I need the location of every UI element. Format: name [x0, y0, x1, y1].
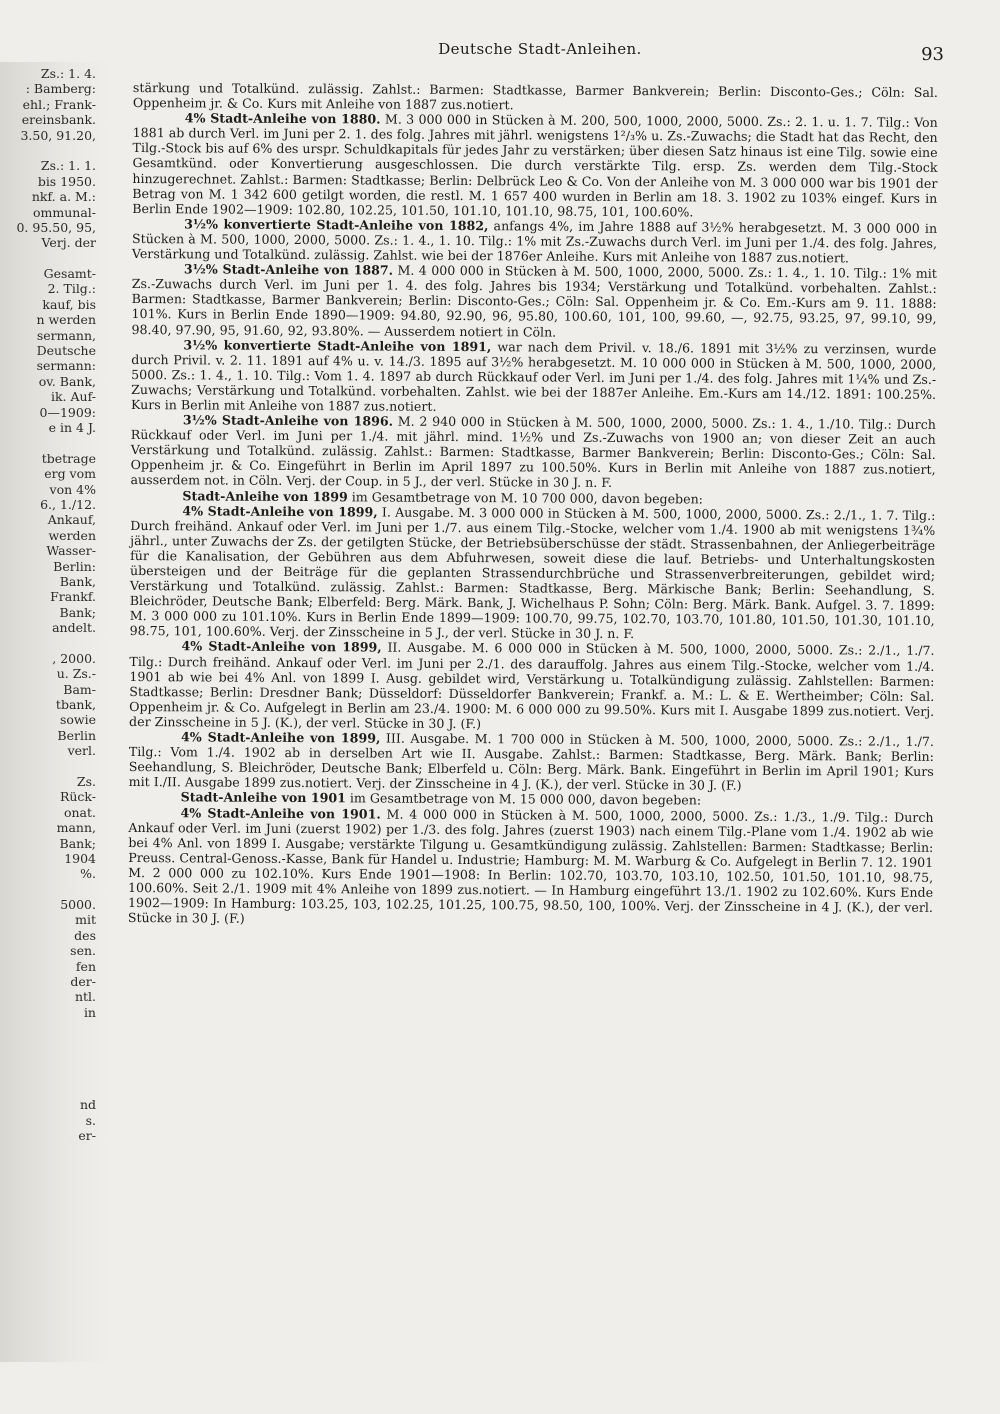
bond-entry [131, 261, 936, 341]
margin-fragment: andelt. [52, 620, 96, 636]
entry-title: 3½% konvertierte Stadt-Anleihe von 1882, [184, 216, 489, 234]
entry-title: 4% Stadt-Anleihe von 1899, [180, 729, 381, 746]
margin-fragment: onat. [63, 804, 96, 820]
margin-fragment: erg vom [44, 466, 96, 482]
margin-fragment [0, 759, 96, 774]
margin-fragment [0, 1051, 96, 1066]
margin-fragment: bis 1950. [37, 173, 96, 189]
margin-fragment: von 4% [49, 481, 96, 497]
bond-entry [128, 804, 934, 930]
margin-fragment: in [83, 1004, 96, 1020]
margin-fragment: Gesamt- [43, 266, 96, 282]
margin-fragment: 2. Tilg.: [47, 281, 96, 297]
main-text-column [128, 80, 938, 930]
entry-text: M. 4 000 000 in Stücken à M. 500, 1000, 2000, 5000. Zs.: 1. 4., 1. 10. Tilg.: 1% mit Zs.-Zuwachs durch Verl. im Juni per 1. 4. des folg. Jahres bis 1934; Verstärkung und Totalkünd. vorbehalten. Zahlst.: Barmen: Stadtkasse, Barmer Bankverein; Berlin: Disconto-Ges.; Cöln: Sal. Oppenheim jr. & Co. Em.-Kurs am 9. 11. 1888: 101%. Kurs in Berlin Ende 1890—1909: 94.80, 92.90, 96, 95.80, 100.60, 101, 100, 99.60, —, 92.75, 93.25, 97, 99.10, 99, 98.40, 97.90, 95, 91.60, 92, 93.80%. — Ausserdem notiert in Cöln. [131, 262, 937, 340]
margin-fragment: Frankf. [50, 589, 96, 605]
margin-fragment: 5000. [60, 897, 96, 913]
margin-fragment: : Bamberg: [25, 81, 96, 97]
margin-fragment: ntl. [74, 989, 96, 1005]
margin-fragment: tbetrage [41, 450, 96, 466]
entry-title: 4% Stadt-Anleihe von 1899, [181, 638, 382, 655]
margin-fragment: 3.50, 91.20, [20, 127, 96, 143]
margin-fragment: , 2000. [52, 650, 96, 666]
margin-fragment: %. [80, 866, 96, 882]
margin-fragment: n werden [36, 312, 96, 328]
margin-fragment: Bank, [59, 573, 96, 589]
margin-fragment: nd [79, 1097, 96, 1113]
bond-entry [129, 638, 935, 733]
margin-fragment: 0. 95.50, 95, [16, 219, 96, 235]
margin-fragment: 6., 1./12. [40, 496, 96, 512]
page-number: 93 [921, 44, 944, 65]
margin-fragment: Bam- [63, 681, 96, 697]
margin-fragment: Zs.: 1. 4. [40, 66, 96, 81]
entry-title: 4% Stadt-Anleihe von 1899, [182, 502, 378, 520]
margin-fragment: mann, [56, 820, 96, 836]
entry-title: Stadt-Anleihe von 1899 [182, 487, 348, 504]
margin-fragment [0, 1020, 96, 1035]
page-header [140, 38, 944, 65]
margin-fragment: kauf, bis [42, 296, 96, 312]
margin-fragment: ereinsbank. [21, 112, 96, 128]
margin-fragment: Zs.: 1. 1. [40, 158, 96, 174]
margin-fragment: Zs. [76, 773, 96, 789]
entry-text: M. 3 000 000 in Stücken à M. 200, 500, 1000, 2000, 5000. Zs.: 2. 1. u. 1. 7. Tilg.: Von 1881 ab durch Verl. im Juni per 2. 1. des folg. Jahres mit jährl. wenigstens 1²/₃% u. Zs.-Zuwachs; die Stadt hat das Recht, den Tilg.-Stock bis auf 6% des urspr. Schuldkapitals für jedes Jahr zu verstärken; über diesen Satz hinaus ist eine Tilg. sowie eine Gesamtkünd. oder Konvertierung ausgeschlossen. Die durch verstärkte Tilg. ersp. Zs. werden dem Tilg.-Stock hinzugerechnet. Zahlst.: Barmen: Stadtkasse; Berlin: Delbrück Leo & Co. Von der Anleihe von M. 3 000 000 war bis 1901 der Betrag von M. 1 342 600 getilgt worden, die restl. M. 1 657 400 wurden in Berlin am 18. 3. 1902 zu 103% eingef. Kurs in Berlin Ende 1902—1909: 102.80, 102.25, 101.50, 101.10, 101.10, 98.75, 101, 100.60%. [132, 111, 938, 220]
margin-fragment: u. Zs.- [56, 666, 96, 682]
margin-fragment [0, 1066, 96, 1081]
bond-entry [130, 503, 936, 644]
bond-entry [132, 110, 938, 221]
margin-fragment: Ankauf, [47, 512, 96, 528]
margin-fragment [0, 635, 96, 650]
margin-fragment: Deutsche [36, 343, 96, 359]
margin-fragment [0, 251, 96, 266]
entry-title: 3½% Stadt-Anleihe von 1887. [183, 261, 394, 278]
margin-fragment [0, 882, 96, 897]
margin-fragment: nkf. a. M.: [31, 189, 96, 205]
margin-fragment: Bank; [59, 604, 96, 620]
margin-fragment: Berlin: [53, 558, 96, 574]
margin-fragment: ehl.; Frank- [22, 96, 96, 112]
margin-fragment [0, 1036, 96, 1051]
margin-fragment: e in 4 J. [48, 419, 96, 435]
entry-title: 4% Stadt-Anleihe von 1901. [180, 804, 381, 822]
entry-text: war nach dem Privil. v. 18./6. 1891 mit 3½% zu verzinsen, wurde durch Privil. v. 2. 11. 1891 auf 4% u. v. 14./3. 1895 auf 3½% herabgesetzt. M. 10 000 000 in Stücken à M. 500, 1000, 2000, 5000. Zs.: 1. 4., 1. 10. Tilg.: Vom 1. 4. 1897 ab durch Rückkauf oder Verl. im Juni per 1./4. des folg. Jahres mit 1¼% und Zs.-Zuwachs; Verstärkung und Totalkünd. vorbehalten. Zahlst. wie bei der 1887er Anleihe. Em.-Kurs am 14./12. 1891: 100.25%. Kurs in Berlin mit Anleihe von 1887 zus.notiert. [130, 338, 937, 414]
entry-text: III. Ausgabe. M. 1 700 000 in Stücken à M. 500, 1000, 2000, 5000. Zs.: 2./1., 1./7. Tilg.: Vom 1./4. 1902 ab in derselben Art wie II. Ausgabe. Zahlst.: Barmen: Stadtkasse, Berg. Märk. Bank; Berlin: Seehandlung, S. Bleichröder, Deutsche Bank; Elberfeld u. Cöln: Berg. Märk. Bank. Eingeführt in Berlin im April 1901; Kurs mit I./II. Ausgabe 1899 zus.notiert. Verj. der Zinsscheine in 4 J. (K.), der verl. Stücke in 30 J. (F.) [128, 730, 935, 794]
margin-fragment: Rück- [59, 789, 96, 805]
entry-title: 4% Stadt-Anleihe von 1880. [184, 110, 381, 127]
margin-fragment [0, 143, 96, 158]
bond-entry [132, 216, 937, 266]
margin-fragment: Wasser- [46, 543, 96, 559]
margin-fragment: ov. Bank, [38, 373, 96, 389]
margin-fragment: s. [85, 1112, 96, 1128]
bond-entry [133, 80, 938, 115]
entry-text: II. Ausgabe. M. 6 000 000 in Stücken à M. 500, 1000, 2000, 5000. Zs.: 2./1., 1./7. Tilg.: Durch freihänd. Ankauf oder Verl. im Juni per 2./1. des darauffolg. Jahres aus einem Tilg.-Stocke, welcher vom 1./4. 1901 ab wie bei 4% Anl. von 1899 I. Ausg. gebildet wird, Verstärkung u. Totalkündigung zulässig. Zahlstellen: Barmen: Stadtkasse; Berlin: Dresdner Bank; Düsseldorf: Düsseldorfer Bankverein; Frankf. a. M.: L. & E. Wertheimber; Cöln: Sal. Oppenheim jr. & Co. Aufgelegt in Berlin am 23./4. 1900: M. 6 000 000 zu 99.50%. Kurs mit I. Ausgabe 1899 zus.notiert. Verj. der Zinsscheine in 5 J. (K.), der verl. Stücke in 30 J. (F.) [129, 640, 935, 732]
margin-fragment: 0—1909: [39, 404, 96, 420]
entry-title: 3½% konvertierte Stadt-Anleihe von 1891, [183, 336, 492, 354]
margin-fragment: werden [48, 527, 96, 543]
entry-text: im Gesamtbetrage von M. 15 000 000, davon begeben: [349, 790, 702, 808]
margin-fragment [0, 1082, 96, 1097]
margin-fragment [0, 435, 96, 450]
margin-fragment: 1904 [64, 850, 96, 866]
entry-text: I. Ausgabe. M. 3 000 000 in Stücken à M. 500, 1000, 2000, 5000. Zs.: 2./1., 1. 7. Tilg.: Durch freihänd. Ankauf oder Verl. im Juni per 1./7. aus einem Tilg.-Stocke, welcher vom 1./4. 1900 ab mit wenigstens 1¾% jährl., unter Zuwachs der Zs. der getilgten Stücke, der Betriebsüberschüsse der städt. Strassenbahnen, der Anliegerbeiträge für die Kanalisation, der Gebühren aus dem Abfuhrwesen, soweit diese die lauf. Betriebs- und Unterhaltungskosten übersteigen und der Beiträge für die geplanten Strassendurchbrüche und Strassenverbreiterungen, gebildet wird; Verstärkung und Totalkünd. zulässig. Zahlst.: Barmen: Stadtkasse, Berg. Märkische Bank; Berlin: Seehandlung, S. Bleichröder, Deutsche Bank; Elberfeld: Berg. Märk. Bank, J. Wichelhaus P. Sohn; Cöln: Berg. Märk. Bank. Aufgel. 3. 7. 1899: M. 3 000 000 zu 101.10%. Kurs in Berlin Ende 1899—1909: 100.70, 99.75, 102.70, 103.70, 101.80, 101.50, 101.30, 101.10, 98.75, 101, 100.60%. Verj. der Zinsscheine in 5 J., der verl. Stücke in 30 J. n. F. [129, 504, 936, 642]
margin-fragment: Berlin [57, 727, 96, 743]
margin-fragment: Bank; [59, 835, 96, 851]
margin-fragment: des [74, 927, 96, 943]
margin-fragment: sermann, [36, 327, 96, 343]
bond-entry [131, 412, 936, 492]
entry-title: Stadt-Anleihe von 1901 [180, 789, 346, 806]
margin-fragment: Verj. der [41, 235, 96, 251]
entry-text: stärkung und Totalkünd. zulässig. Zahlst.: Barmen: Stadtkasse, Barmer Bankverein; Berlin: Disconto-Ges.; Cöln: Sal. Oppenheim jr. & Co. Kurs mit Anleihe von 1887 zus.notiert. [132, 80, 938, 113]
entry-text: M. 4 000 000 in Stücken à M. 500, 1000, 2000, 5000. Zs.: 1./3., 1./9. Tilg.: Durch Ankauf oder Verl. im Juni (zuerst 1902) per 1./3. des folg. Jahres (zuerst 1903) nach einem Tilg.-Plane vom 1./4. 1902 ab wie bei 4% Anl. von 1899 I. Ausgabe; verstärkte Tilgung u. Gesamtkündigung zulässig. Zahlstellen: Barmen: Stadtkasse; Berlin: Preuss. Central-Genoss.-Kasse, Bank für Handel u. Industrie; Hamburg: M. M. Warburg & Co. Aufgelegt in Berlin 7. 12. 1901 M. 2 000 000 zu 102.10%. Kurs Ende 1901—1908: In Berlin: 102.70, 103.70, 103.10, 102.50, 101.50, 101.10, 98.75, 100.60%. Seit 2./1. 1909 mit 4% Anleihe von 1899 zus.notiert. — In Hamburg eingeführt 13./1. 1902 zu 102.60%. Kurs Ende 1902—1909: In Hamburg: 103.25, 103, 102.25, 101.25, 100.75, 98.50, 100, 100%. Verj. der Zinsscheine in 4 J. (K.), der verl. Stücke in 30 J. (F.) [127, 806, 934, 926]
bond-entry [129, 729, 934, 794]
margin-fragment: der- [70, 974, 96, 990]
left-page-margin-text [0, 66, 96, 1143]
margin-fragment: mit [75, 912, 96, 928]
bond-entry [131, 337, 936, 417]
margin-fragment: tbank, [55, 697, 96, 713]
margin-fragment: verl. [67, 743, 96, 759]
margin-fragment: fen [75, 958, 96, 974]
margin-fragment: er- [78, 1127, 96, 1143]
margin-fragment: ik. Auf- [50, 389, 96, 405]
margin-fragment: ommunal- [32, 204, 96, 220]
entry-title: 3½% Stadt-Anleihe von 1896. [182, 412, 394, 429]
entry-text: M. 2 940 000 in Stücken à M. 500, 1000, 2000, 5000. Zs.: 1. 4., 1./10. Tilg.: Durch Rückkauf oder Verl. im Juni per 1./4. mit jährl. mind. 1½% und Zs.-Zuwachs von 1900 an; von dieser Zeit an auch Verstärkung und Totalkünd. zulässig. Zahlst.: Barmen: Stadtkasse, Barmer Bankverein; Berlin: Disconto-Ges.; Cöln: Sal. Oppenheim jr. & Co. Eingeführt in Berlin im April 1897 zu 100.50%. Kurs in Berlin mit Anleihe von 1887 zus.notiert, ausserdem not. in Cöln. Verj. der Coup. in 5 J., der verl. Stücke in 30 J. n. F. [130, 413, 936, 491]
entry-text: im Gesamtbetrage von M. 10 700 000, davon begeben: [351, 488, 703, 507]
entry-text: anfangs 4%, im Jahre 1888 auf 3½% herabgesetzt. M. 3 000 000 in Stücken à M. 500, 1000, 2000, 5000. Zs.: 1. 4., 1. 10. Tilg.: 1% mit Zs.-Zuwachs durch Verl. im Juni per 1./4. des folg. Jahres, Verstärkung und Totalkünd. zulässig. Zahlst. wie bei der 1876er Anleihe. Kurs mit Anleihe von 1887 zus.notiert. [131, 218, 938, 266]
margin-fragment: sowie [59, 712, 96, 728]
running-title: Deutsche Stadt-Anleihen. [438, 40, 642, 58]
margin-fragment: sermann: [36, 358, 96, 374]
margin-fragment: sen. [70, 943, 96, 959]
